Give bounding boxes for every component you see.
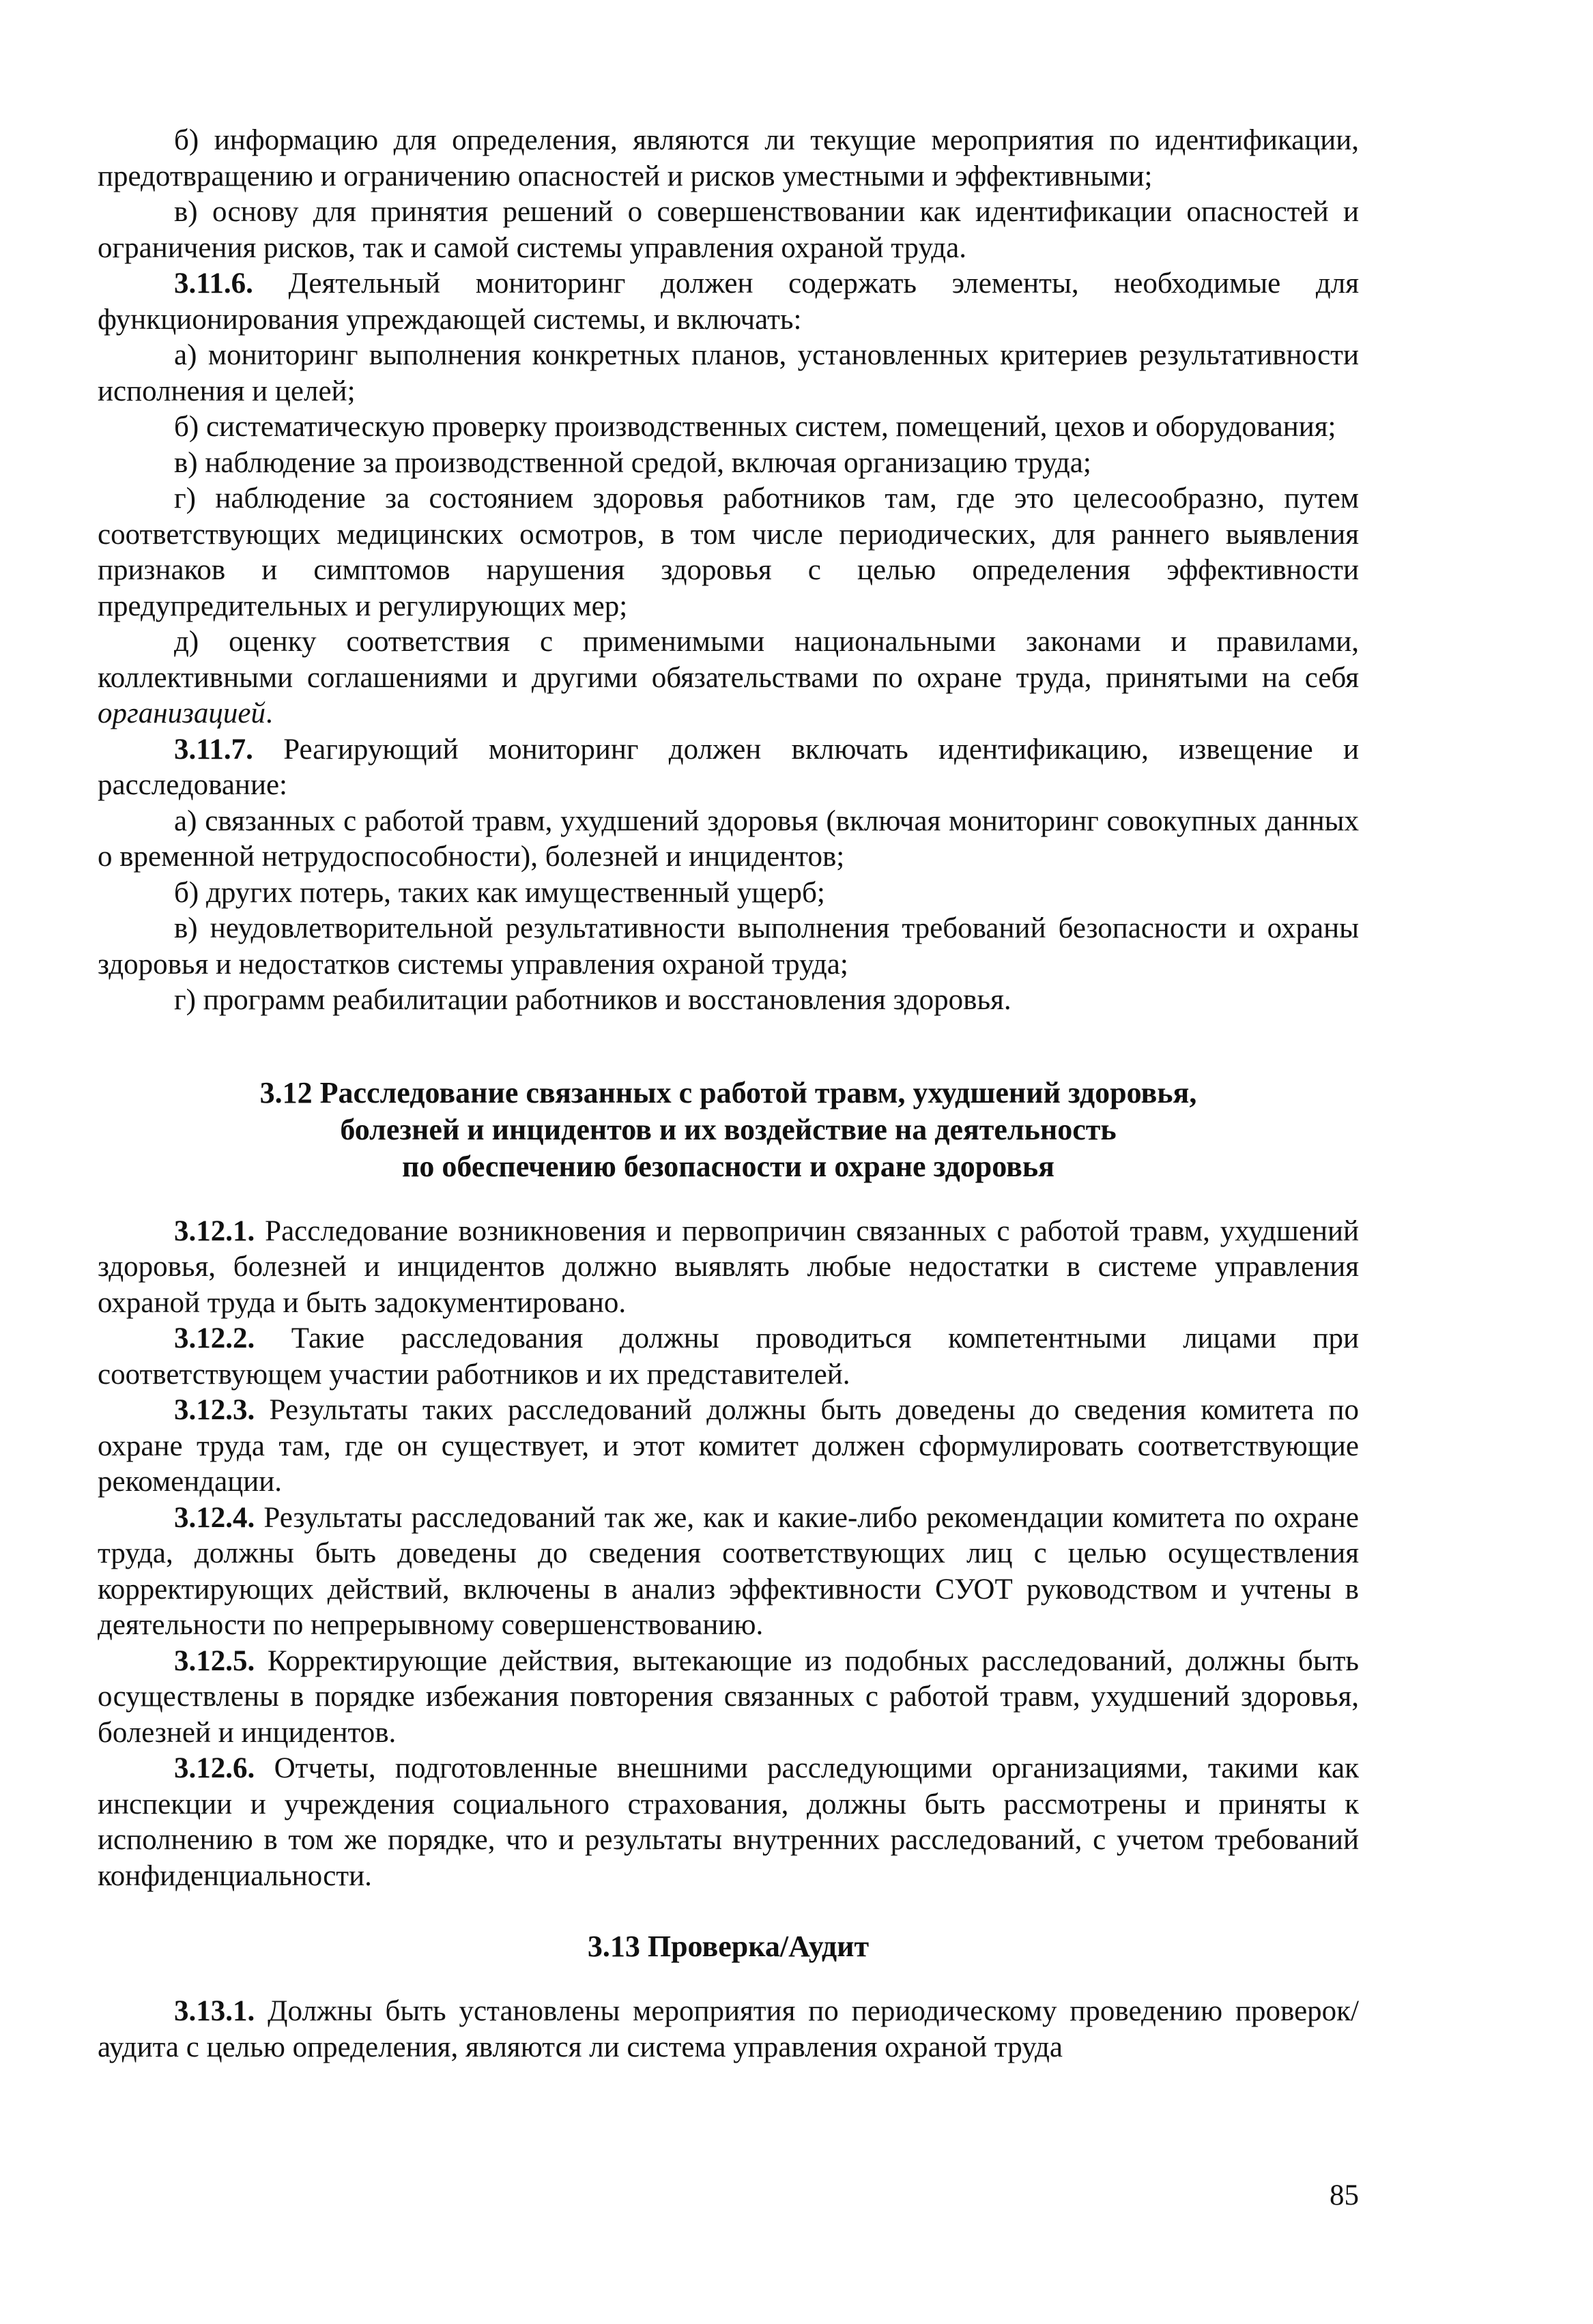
list-item-v: в) наблюдение за производственной средой, включая организацию труда; bbox=[174, 446, 1091, 479]
clause-text: Расследование возникновения и первопричин связанных с работой травм, ухудшений здоровья, болезней и инцидентов должно выявлять любые недостатки в системе управления охраной труда и быть задокументировано. bbox=[98, 1215, 1359, 1319]
list-item-g: г) наблюдение за состоянием здоровья работников там, где это целесообразно, путем соответствующих медицинских осмотров, в том числе периодических, для раннего выявления признаков и симптомов нарушения здоровья с целью определения эффективности предупредительных и регулирующих мер; bbox=[98, 482, 1359, 622]
clause-number: 3.12.1. bbox=[174, 1215, 255, 1247]
paragraph-3-12-1 bbox=[98, 1214, 1359, 1322]
clause-number: 3.12.6. bbox=[174, 1752, 255, 1784]
paragraph-3-11-6 bbox=[98, 266, 1359, 338]
paragraph-item-b-info: б) информацию для определения, являются ли текущие мероприятия по идентификации, предотвращению и ограничению опасностей и рисков уместными и эффективными; bbox=[98, 124, 1359, 192]
list-item-d bbox=[98, 624, 1359, 732]
paragraph-3-13-1 bbox=[98, 1994, 1359, 2065]
clause-text: Корректирующие действия, вытекающие из подобных расследований, должны быть осуществлены в порядке избежания повторения связанных с работой травм, ухудшений здоровья, болезней и инцидентов. bbox=[98, 1644, 1359, 1749]
section-heading-3-13: 3.13 Проверка/Аудит bbox=[587, 1930, 870, 1963]
heading-line: 3.12 Расследование связанных с работой травм, ухудшений здоровья, bbox=[259, 1075, 1197, 1109]
list-item-v: в) неудовлетворительной результативности выполнения требований безопасности и охраны здоровья и недостатков системы управления охраной труда; bbox=[98, 912, 1359, 981]
paragraph-3-12-6 bbox=[98, 1751, 1359, 1894]
clause-text: Реагирующий мониторинг должен включать идентификацию, извещение и расследование: bbox=[98, 733, 1359, 801]
list-item-a: а) мониторинг выполнения конкретных планов, установленных критериев результативности исполнения и целей; bbox=[98, 339, 1359, 407]
list-item-g: г) программ реабилитации работников и восстановления здоровья. bbox=[174, 984, 1011, 1016]
paragraph-3-12-4 bbox=[98, 1500, 1359, 1644]
list-item-b: б) систематическую проверку производственных систем, помещений, цехов и оборудования; bbox=[174, 411, 1336, 443]
clause-text: Такие расследования должны проводиться компетентными лицами при соответствующем участии работников и их представителей. bbox=[98, 1322, 1359, 1391]
clause-text: Деятельный мониторинг должен содержать элементы, необходимые для функционирования упреждающей системы, и включать: bbox=[98, 267, 1359, 336]
list-item-d-end: . bbox=[265, 697, 273, 729]
clause-number: 3.12.3. bbox=[174, 1394, 255, 1426]
clause-text: Должны быть установлены мероприятия по периодическому проведению проверок/аудита с целью определения, являются ли система управления охраной труда bbox=[98, 1995, 1359, 2063]
clause-number: 3.12.4. bbox=[174, 1501, 255, 1534]
clause-number: 3.11.7. bbox=[174, 733, 253, 766]
heading-line: по обеспечению безопасности и охране здоровья bbox=[402, 1149, 1054, 1183]
document-page bbox=[98, 123, 1359, 2065]
paragraph-3-12-3 bbox=[98, 1393, 1359, 1500]
clause-text: Отчеты, подготовленные внешними расследующими организациями, такими как инспекции и учреждения социального страхования, должны быть рассмотрены и приняты к исполнению в том же порядке, что и результаты внутренних расследований, с учетом требований конфиденциальности. bbox=[98, 1752, 1359, 1892]
section-heading-3-12 bbox=[98, 1075, 1359, 1185]
list-item-a: а) связанных с работой травм, ухудшений здоровья (включая мониторинг совокупных данных о временной нетрудоспособности), болезней и инцидентов; bbox=[98, 804, 1359, 873]
clause-text: Результаты расследований так же, как и какие-либо рекомендации комитета по охране труда, должны быть доведены до сведения соответствующих лиц с целью осуществления корректирующих действий, включены в анализ эффективности СУОТ руководством и учтены в деятельности по непрерывному совершенствованию. bbox=[98, 1501, 1359, 1641]
list-item-d-emphasis: организацией bbox=[98, 697, 266, 729]
clause-number: 3.11.6. bbox=[174, 267, 253, 300]
page-number: 85 bbox=[1330, 2179, 1359, 2211]
clause-number: 3.12.2. bbox=[174, 1322, 255, 1354]
paragraph-3-12-5 bbox=[98, 1644, 1359, 1752]
paragraph-3-12-2 bbox=[98, 1321, 1359, 1393]
clause-number: 3.12.5. bbox=[174, 1644, 255, 1677]
paragraph-item-v-basis: в) основу для принятия решений о совершенствовании как идентификации опасностей и ограничения рисков, так и самой системы управления охраной труда. bbox=[98, 196, 1359, 264]
clause-text: Результаты таких расследований должны быть доведены до сведения комитета по охране труда там, где он существует, и этот комитет должен сформулировать соответствующие рекомендации. bbox=[98, 1394, 1359, 1498]
list-item-b: б) других потерь, таких как имущественный ущерб; bbox=[174, 876, 825, 909]
list-item-d-text: д) оценку соответствия с применимыми национальными законами и правилами, коллективными соглашениями и другими обязательствами по охране труда, принятыми на себя bbox=[98, 626, 1359, 694]
heading-line: болезней и инцидентов и их воздействие на деятельность bbox=[340, 1112, 1117, 1146]
clause-number: 3.13.1. bbox=[174, 1995, 255, 2027]
paragraph-3-11-7 bbox=[98, 732, 1359, 804]
